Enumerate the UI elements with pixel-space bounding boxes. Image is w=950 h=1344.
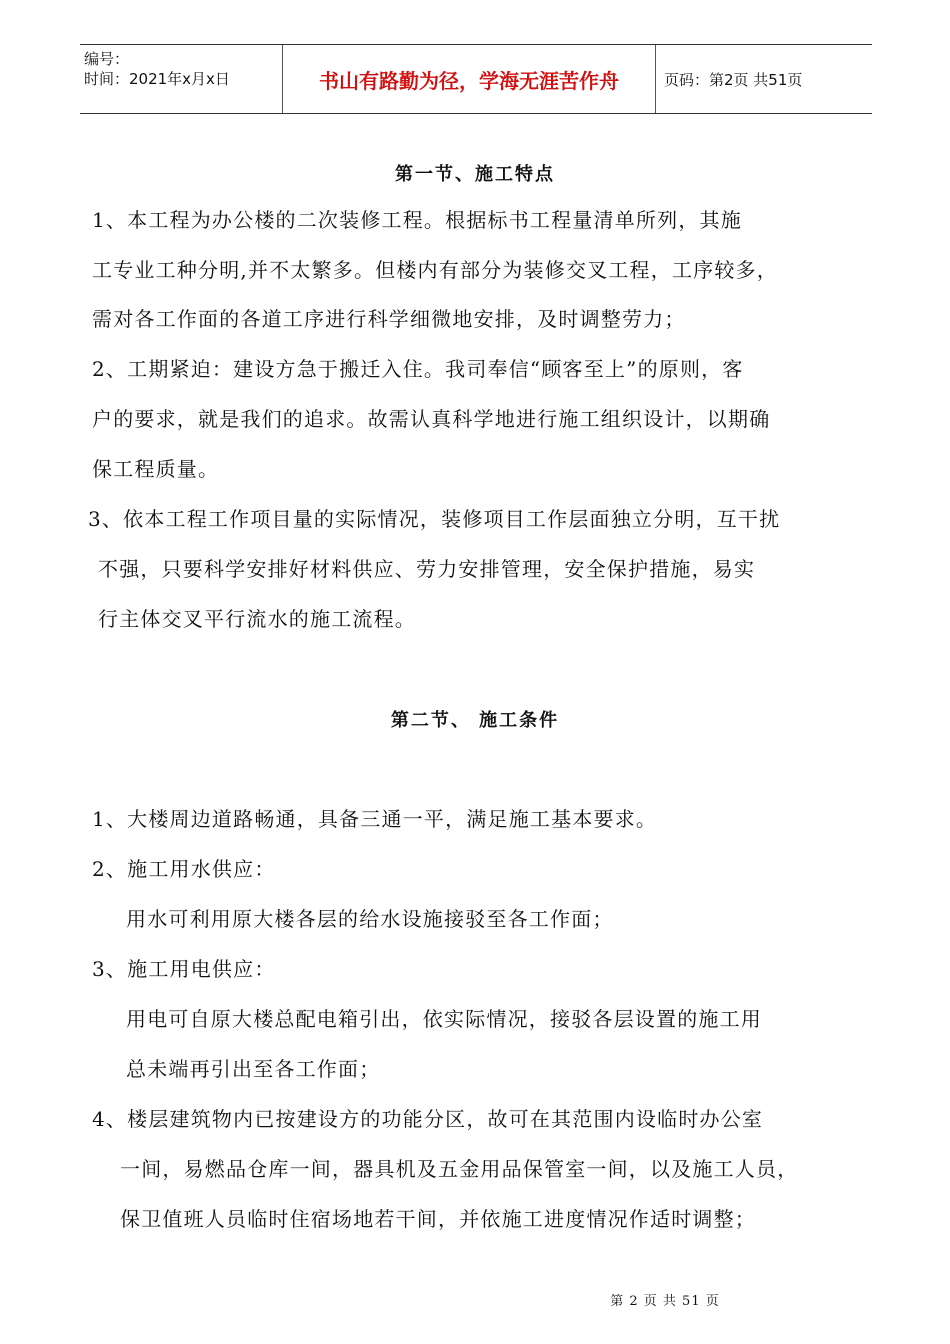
page-header — [80, 44, 872, 114]
section-2-line: 2、施工用水供应： — [92, 857, 276, 881]
section-1-line: 2、工期紧迫：建设方急于搬迁入住。我司奉信“顾客至上”的原则，客 — [92, 357, 744, 381]
section-2-line: 1、大楼周边道路畅通，具备三通一平，满足施工基本要求。 — [92, 807, 658, 831]
section-1-line: 工专业工种分明,并不太繁多。但楼内有部分为装修交叉工程，工序较多， — [92, 258, 778, 282]
document-number-label: 编号： — [84, 50, 130, 68]
section-2-line: 3、施工用电供应： — [92, 957, 276, 981]
section-2-line: 一间，易燃品仓库一间，器具机及五金用品保管室一间，以及施工人员， — [120, 1157, 799, 1181]
section-2-line: 4、楼层建筑物内已按建设方的功能分区，故可在其范围内设临时办公室 — [92, 1107, 764, 1131]
page-footer: 第 2 页 共 51 页 — [610, 1294, 720, 1309]
section-1-line: 1、本工程为办公楼的二次装修工程。根据标书工程量清单所列，其施 — [92, 208, 742, 232]
section-1-line: 户的要求，就是我们的追求。故需认真科学地进行施工组织设计，以期确 — [92, 407, 771, 431]
header-page-info: 页码：第2页 共51页 — [664, 70, 803, 89]
document-date-label: 时间：2021年x月x日 — [84, 70, 230, 88]
section-2-line: 用水可利用原大楼各层的给水设施接驳至各工作面； — [126, 907, 614, 931]
header-motto: 书山有路勤为径，学海无涯苦作舟 — [283, 45, 656, 113]
section-1-title: 第一节、施工特点 — [395, 164, 555, 185]
section-1-line: 保工程质量。 — [92, 457, 220, 481]
section-1-line: 不强，只要科学安排好材料供应、劳力安排管理，安全保护措施，易实 — [98, 557, 756, 581]
section-1-line: 3、依本工程工作项目量的实际情况，装修项目工作层面独立分明，互干扰 — [88, 507, 781, 531]
header-meta — [80, 45, 283, 113]
section-2-title: 第二节、 施工条件 — [390, 710, 560, 731]
section-2-line: 用电可自原大楼总配电箱引出，依实际情况，接驳各层设置的施工用 — [126, 1007, 762, 1031]
section-2-line: 保卫值班人员临时住宿场地若干间，并依施工进度情况作适时调整； — [120, 1207, 756, 1231]
section-1-line: 需对各工作面的各道工序进行科学细微地安排，及时调整劳力； — [92, 307, 686, 331]
section-2-line: 总未端再引出至各工作面； — [126, 1057, 381, 1081]
section-1-line: 行主体交叉平行流水的施工流程。 — [98, 607, 416, 631]
